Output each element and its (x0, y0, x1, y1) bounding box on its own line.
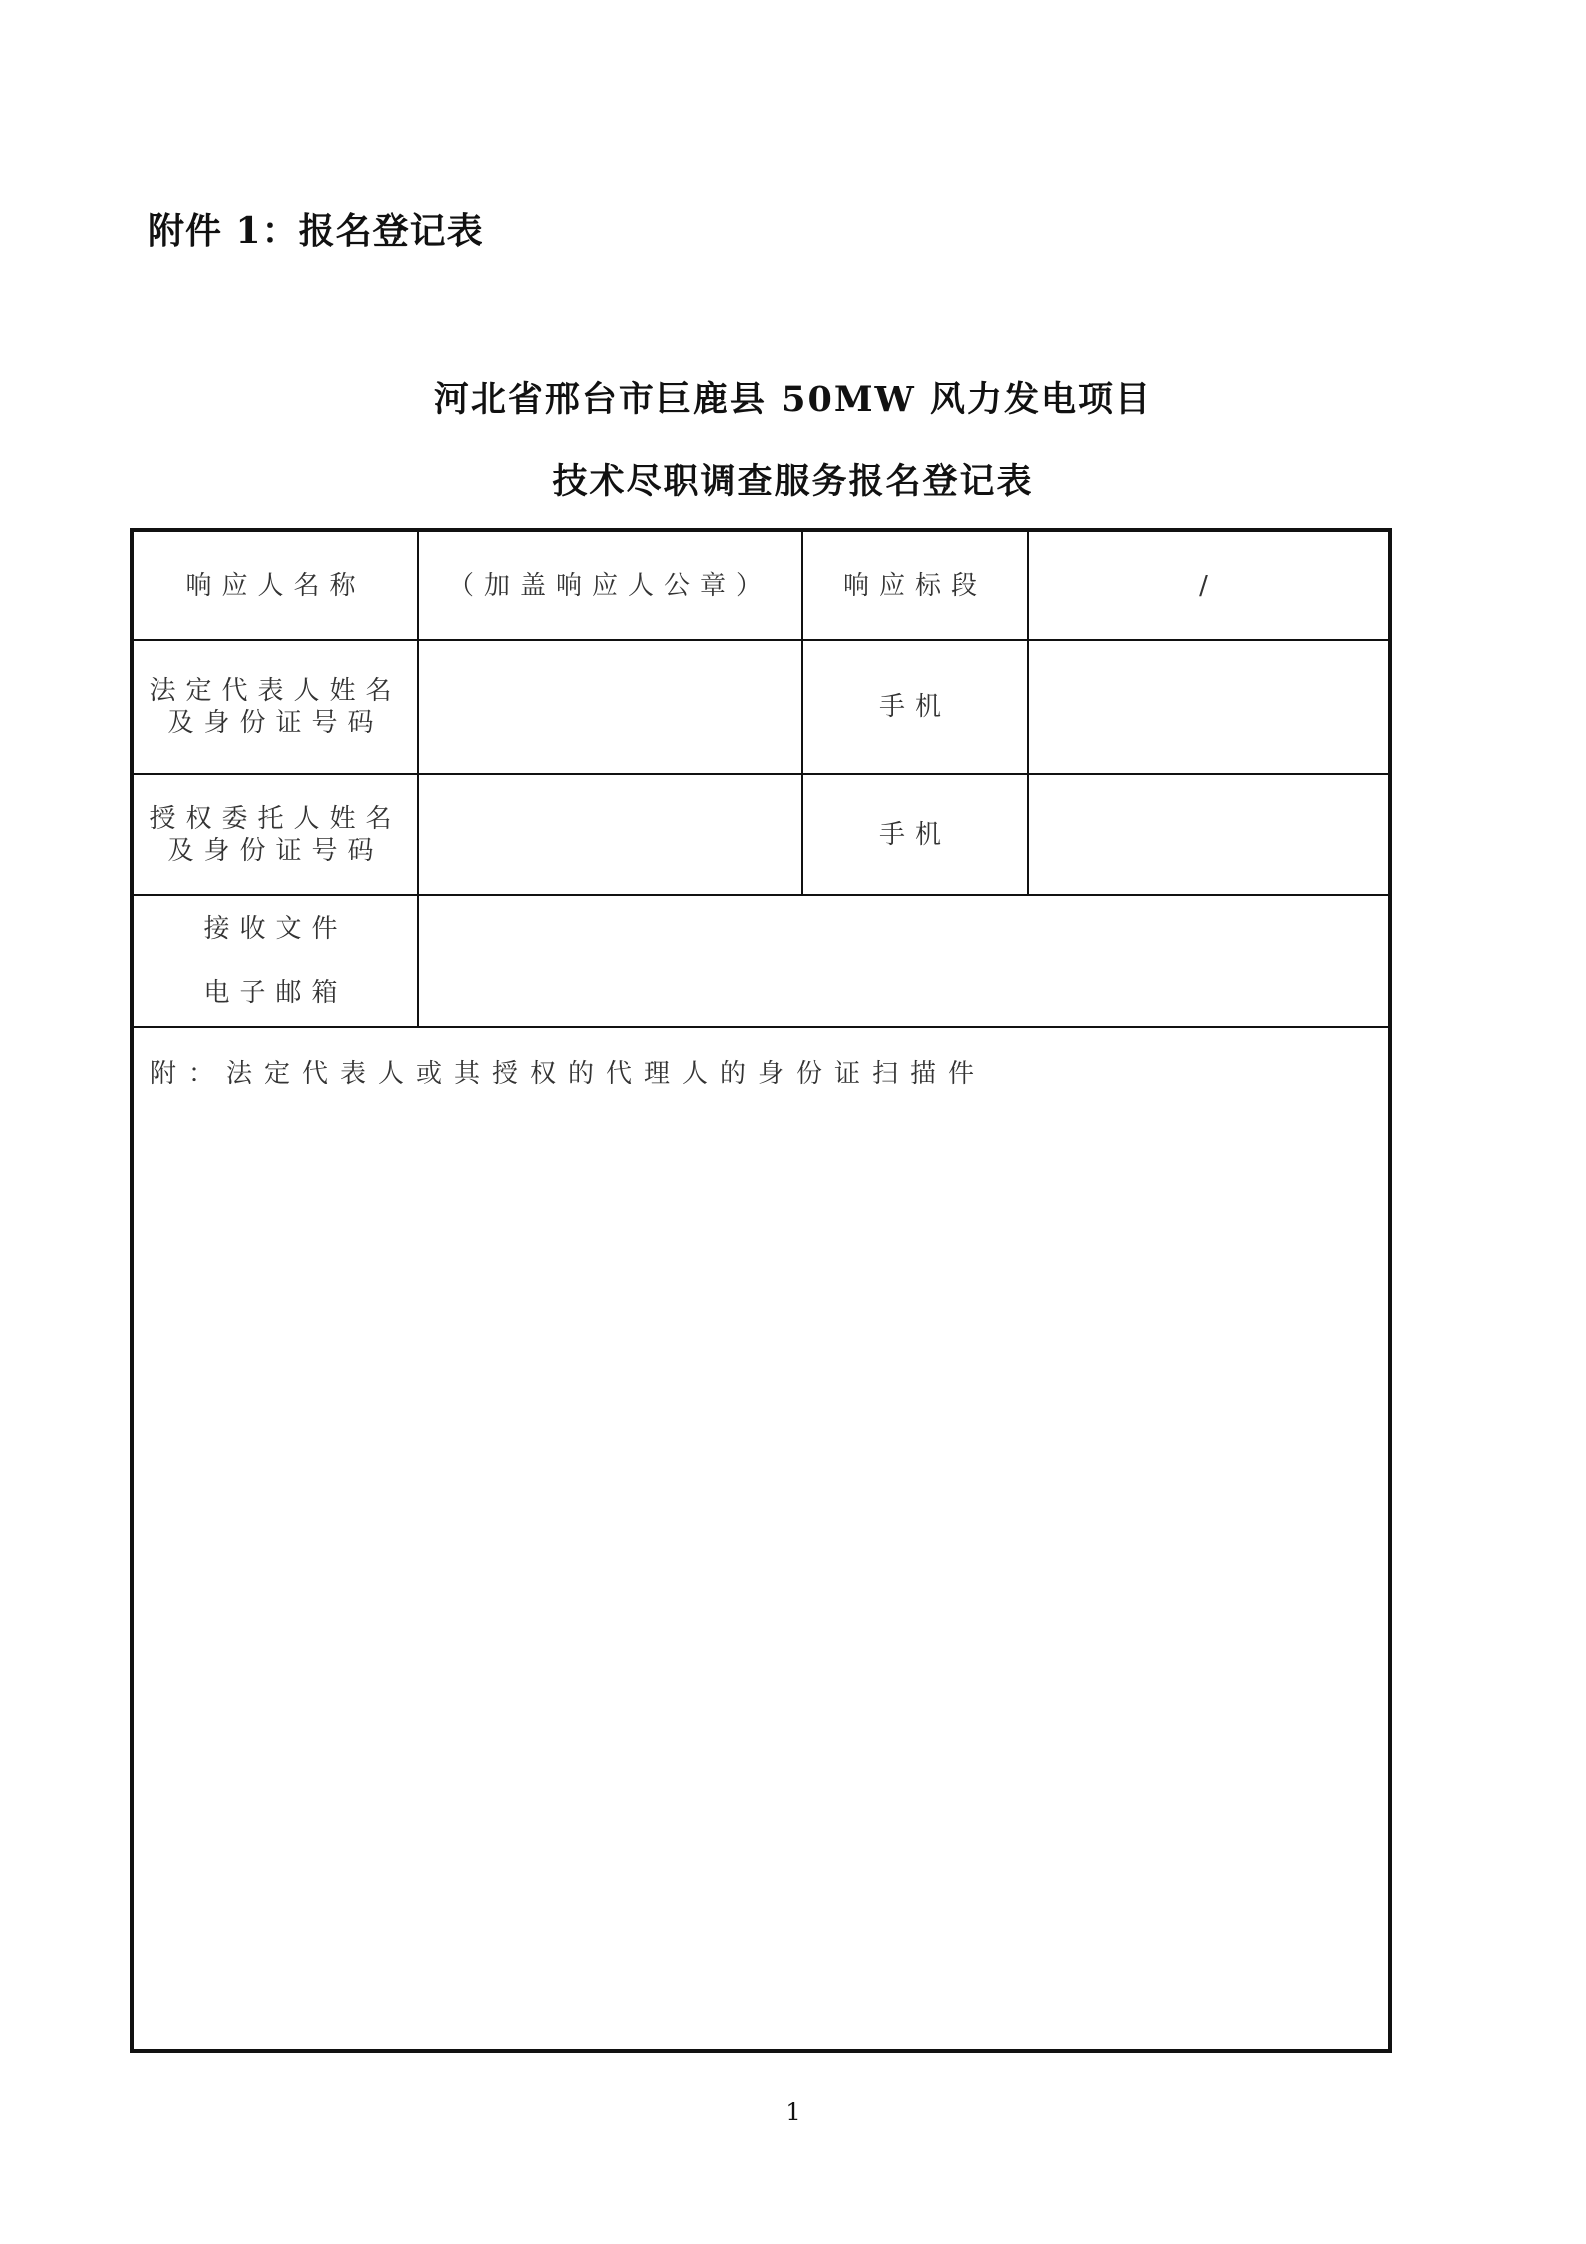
email-label-line-1: 接收文件 (203, 914, 348, 944)
email-field[interactable] (418, 895, 1390, 1027)
respondent-name-label: 响应人名称 (132, 530, 418, 640)
bid-section-field[interactable]: / (1028, 530, 1390, 640)
bid-section-label: 响应标段 (802, 530, 1028, 640)
authorized-agent-field[interactable] (418, 774, 802, 895)
email-row (132, 895, 1390, 1027)
email-label (132, 895, 418, 1027)
legal-representative-row (132, 640, 1390, 774)
authorized-agent-row (132, 774, 1390, 895)
document-title-line-1: 河北省邢台市巨鹿县 50MW 风力发电项目 (433, 379, 1153, 420)
legal-representative-field[interactable] (418, 640, 802, 774)
authorized-agent-label-line-2: 及身份证号码 (167, 835, 384, 866)
email-label-line-2: 电子邮箱 (203, 978, 348, 1008)
document-title-line-2: 技术尽职调查服务报名登记表 (552, 461, 1034, 502)
legal-representative-phone-label: 手机 (802, 640, 1028, 774)
legal-representative-label-line-1: 法定代表人姓名 (149, 676, 402, 706)
attachment-note-row (132, 1027, 1390, 2051)
authorized-agent-label-line-1: 授权委托人姓名 (149, 803, 402, 834)
legal-representative-label-line-2: 及身份证号码 (167, 708, 384, 738)
legal-representative-label (132, 640, 418, 774)
page-number: 1 (785, 2098, 801, 2126)
legal-representative-phone-field[interactable] (1028, 640, 1390, 774)
authorized-agent-label (132, 774, 418, 895)
authorized-agent-phone-field[interactable] (1028, 774, 1390, 895)
respondent-row (132, 530, 1390, 640)
registration-form-table (130, 528, 1392, 2053)
attachment-note: 附：法定代表人或其授权的代理人的身份证扫描件 (132, 1027, 1390, 2051)
respondent-name-field[interactable]: （加盖响应人公章） (418, 530, 802, 640)
attachment-heading: 附件 1：报名登记表 (148, 210, 484, 252)
authorized-agent-phone-label: 手机 (802, 774, 1028, 895)
